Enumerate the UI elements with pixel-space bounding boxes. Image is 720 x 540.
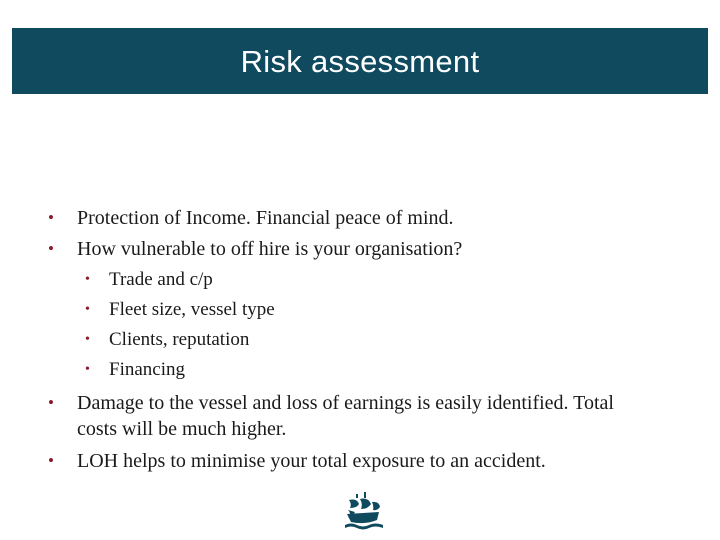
sub-bullet-text: Trade and c/p [109,269,213,290]
sub-bullet-dot: • [85,362,90,377]
bullet-vulnerable [48,236,463,262]
bullet-dot: • [48,451,54,470]
sub-bullet-clients [85,327,250,353]
bullet-text: Damage to the vessel and loss of earnings is easily identified. Total [77,392,614,414]
bullet-dot: • [48,239,54,258]
bullet-damage [48,390,614,416]
bullet-text: How vulnerable to off hire is your organisation? [77,238,463,260]
bullet-text: costs will be much higher. [77,418,287,440]
bullet-damage-continued [77,416,286,442]
sub-bullet-dot: • [85,272,90,287]
bullet-loh [48,448,546,474]
bullet-text: Protection of Income. Financial peace of mind. [77,207,454,229]
sub-bullet-text: Clients, reputation [109,329,250,350]
ship-logo-icon [343,492,385,532]
sub-bullet-text: Fleet size, vessel type [109,299,275,320]
title-bar [12,28,708,94]
slide-title: Risk assessment [240,44,480,79]
sub-bullet-fleet [85,297,275,323]
bullet-dot: • [48,393,54,412]
sub-bullet-dot: • [85,332,90,347]
sub-bullet-financing [85,357,185,383]
sub-bullet-dot: • [85,302,90,317]
bullet-text: LOH helps to minimise your total exposure to an accident. [77,450,546,472]
bullet-dot: • [48,208,54,227]
sub-bullet-trade [85,267,213,293]
sub-bullet-text: Financing [109,359,185,380]
bullet-protection [48,205,454,231]
